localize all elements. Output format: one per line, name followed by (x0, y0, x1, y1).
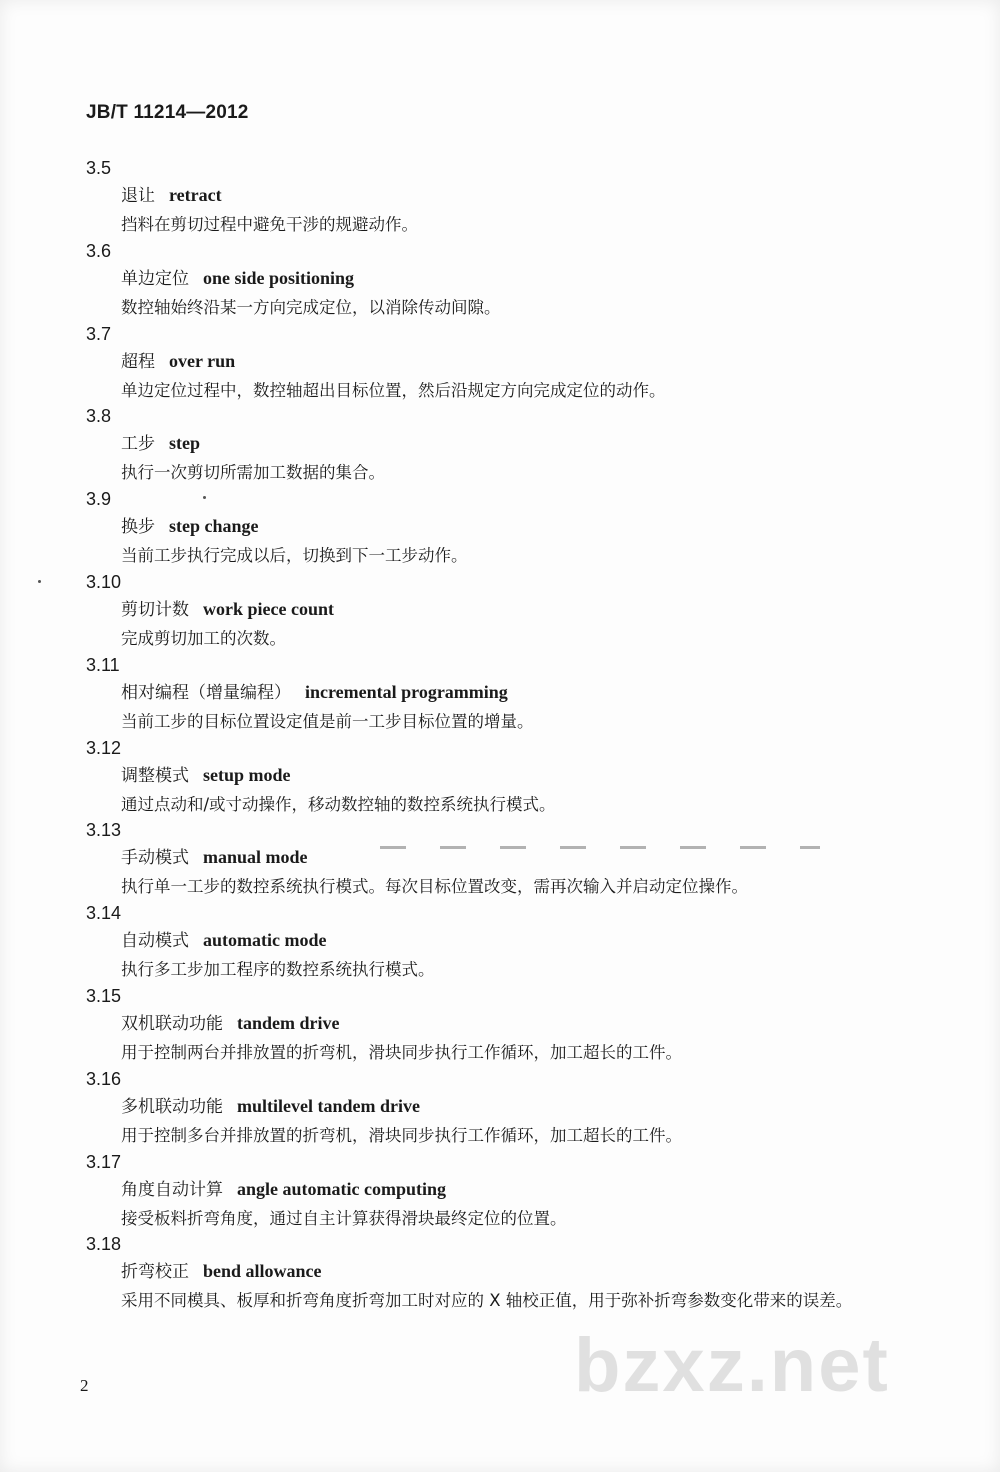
term-chinese: 相对编程（增量编程） (121, 682, 291, 703)
clause-number: 3.17 (86, 1151, 122, 1172)
term-english: incremental programming (305, 681, 508, 702)
term-entry-3-14 (0, 902, 1000, 985)
term-heading (121, 598, 334, 621)
term-chinese: 超程 (121, 351, 155, 372)
term-heading (121, 846, 308, 869)
term-definition: 执行一次剪切所需加工数据的集合。 (121, 463, 385, 483)
clause-number: 3.16 (86, 1068, 122, 1089)
term-entry-3-12 (0, 737, 1000, 820)
term-chinese: 自动模式 (121, 931, 189, 952)
standard-code-header: JB/T 11214—2012 (86, 102, 249, 123)
term-entry-3-18 (0, 1233, 1000, 1316)
scan-speck (38, 580, 41, 583)
clause-number: 3.6 (86, 240, 112, 261)
terms-list (0, 157, 1000, 1316)
term-definition: 挡料在剪切过程中避免干涉的规避动作。 (121, 215, 418, 234)
term-english: step (169, 433, 200, 454)
term-heading (121, 681, 508, 704)
clause-number: 3.9 (86, 489, 112, 510)
term-heading (121, 929, 326, 952)
term-entry-3-13 (0, 819, 1000, 902)
term-definition: 当前工步执行完成以后，切换到下一工步动作。 (121, 546, 468, 566)
term-entry-3-10 (0, 571, 1000, 654)
term-chinese: 退让 (121, 186, 155, 206)
term-chinese: 折弯校正 (121, 1262, 189, 1283)
term-entry-3-16 (0, 1068, 1000, 1151)
term-entry-3-5 (0, 157, 1000, 240)
term-entry-3-11 (0, 654, 1000, 737)
term-english: angle automatic computing (237, 1178, 446, 1199)
term-english: retract (169, 185, 222, 205)
clause-number: 3.15 (86, 985, 122, 1006)
term-heading (121, 1260, 322, 1283)
term-chinese: 单边定位 (121, 268, 189, 289)
term-heading (121, 1012, 340, 1035)
term-heading (121, 1095, 420, 1118)
term-chinese: 换步 (121, 517, 155, 538)
term-english: setup mode (203, 764, 291, 785)
term-entry-3-15 (0, 985, 1000, 1068)
term-definition: 采用不同模具、板厚和折弯角度折弯加工时对应的 X 轴校正值，用于弥补折弯参数变化带来的误差。 (121, 1291, 853, 1311)
term-definition: 执行单一工步的数控系统执行模式。每次目标位置改变，需再次输入并启动定位操作。 (121, 877, 748, 897)
term-heading (121, 764, 291, 787)
term-english: automatic mode (203, 930, 327, 951)
term-definition: 数控轴始终沿某一方向完成定位，以消除传动间隙。 (121, 297, 501, 317)
term-chinese: 多机联动功能 (121, 1096, 223, 1117)
term-heading (121, 1178, 446, 1201)
watermark: bzxz.net (574, 1323, 890, 1408)
term-english: step change (169, 516, 259, 537)
clause-number: 3.13 (86, 820, 122, 841)
term-heading (121, 515, 259, 538)
term-chinese: 角度自动计算 (121, 1179, 223, 1200)
clause-number: 3.18 (86, 1234, 122, 1255)
term-heading (121, 432, 200, 455)
term-definition: 接受板料折弯角度，通过自主计算获得滑块最终定位的位置。 (121, 1208, 567, 1228)
term-definition: 用于控制多台并排放置的折弯机，滑块同步执行工作循环，加工超长的工件。 (121, 1125, 682, 1145)
clause-number: 3.7 (86, 323, 112, 344)
term-english: tandem drive (237, 1012, 340, 1033)
clause-number: 3.10 (86, 571, 122, 592)
term-definition: 执行多工步加工程序的数控系统执行模式。 (121, 960, 435, 980)
term-english: one side positioning (203, 267, 355, 288)
term-heading (121, 267, 354, 290)
clause-number: 3.14 (86, 903, 122, 924)
term-definition: 通过点动和/或寸动操作，移动数控轴的数控系统执行模式。 (121, 794, 556, 814)
term-english: manual mode (203, 847, 308, 868)
term-chinese: 双机联动功能 (121, 1013, 223, 1034)
term-chinese: 剪切计数 (121, 599, 189, 620)
term-english: over run (169, 350, 236, 371)
page-number: 2 (80, 1376, 89, 1395)
term-definition: 单边定位过程中，数控轴超出目标位置，然后沿规定方向完成定位的动作。 (121, 380, 666, 400)
term-english: multilevel tandem drive (237, 1095, 420, 1116)
clause-number: 3.5 (86, 158, 112, 178)
term-entry-3-6 (0, 240, 1000, 323)
term-definition: 当前工步的目标位置设定值是前一工步目标位置的增量。 (121, 711, 534, 731)
term-chinese: 工步 (121, 434, 155, 455)
clause-number: 3.12 (86, 737, 122, 758)
term-chinese: 手动模式 (121, 848, 189, 869)
scan-artifact (380, 846, 820, 849)
term-chinese: 调整模式 (121, 765, 189, 786)
term-entry-3-7 (0, 323, 1000, 406)
term-entry-3-8 (0, 405, 1000, 488)
term-english: work piece count (203, 598, 334, 619)
term-heading (121, 184, 222, 207)
term-english: bend allowance (203, 1261, 322, 1282)
term-definition: 用于控制两台并排放置的折弯机，滑块同步执行工作循环，加工超长的工件。 (121, 1042, 682, 1062)
term-entry-3-9 (0, 488, 1000, 571)
scan-speck (203, 496, 206, 499)
term-definition: 完成剪切加工的次数。 (121, 628, 286, 648)
clause-number: 3.11 (86, 654, 120, 675)
term-heading (121, 350, 235, 373)
clause-number: 3.8 (86, 406, 112, 427)
term-entry-3-17 (0, 1151, 1000, 1234)
